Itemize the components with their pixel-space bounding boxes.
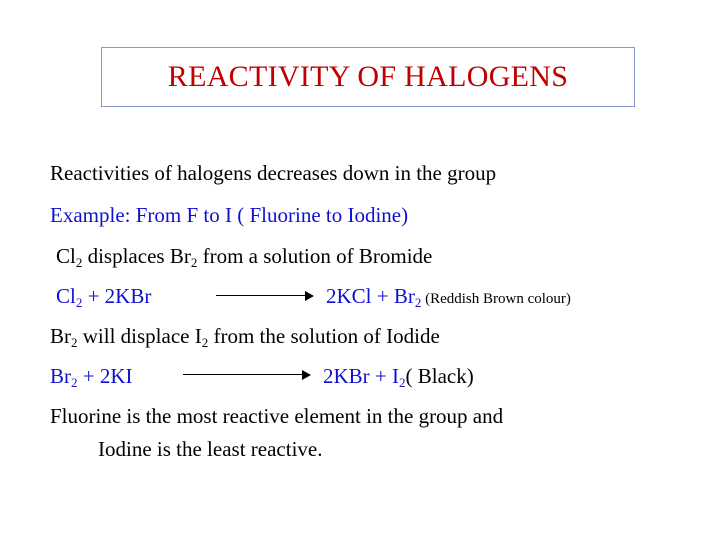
text-segment: Br bbox=[50, 364, 71, 388]
text-segment: Cl bbox=[56, 284, 76, 308]
line-conclusion-cont: Iodine is the least reactive. bbox=[98, 437, 323, 461]
subscript: 2 bbox=[71, 375, 78, 390]
line-conclusion: Fluorine is the most reactive element in the group and bbox=[50, 404, 504, 428]
equation-cl2-kbr-reactants bbox=[56, 284, 151, 308]
subscript: 2 bbox=[75, 295, 83, 310]
subscript: 2 bbox=[414, 295, 422, 310]
subscript: 2 bbox=[190, 255, 198, 270]
text-segment: displaces Br bbox=[82, 244, 191, 268]
text-segment: from a solution of Bromide bbox=[197, 244, 433, 268]
arrow-head bbox=[305, 291, 314, 301]
text-segment: will displace I bbox=[77, 324, 202, 348]
line-example: Example: From F to I ( Fluorine to Iodine) bbox=[50, 203, 409, 227]
reaction-arrow bbox=[216, 290, 314, 302]
subscript: 2 bbox=[399, 375, 406, 390]
arrow-shaft bbox=[216, 295, 306, 296]
arrow-shaft bbox=[183, 374, 303, 375]
text-segment: + 2KI bbox=[77, 364, 133, 388]
title-box bbox=[101, 47, 635, 107]
equation-br2-ki-reactants bbox=[50, 364, 133, 388]
line-br2-displaces bbox=[50, 324, 440, 348]
equation-br2-ki-products bbox=[323, 364, 474, 388]
arrow-head bbox=[302, 370, 311, 380]
text-segment: Cl bbox=[56, 244, 76, 268]
subscript: 2 bbox=[75, 255, 83, 270]
text-segment: Br bbox=[50, 324, 71, 348]
text-segment: from the solution of Iodide bbox=[208, 324, 440, 348]
colour-note: ( Black) bbox=[405, 364, 474, 388]
subscript: 2 bbox=[201, 335, 209, 350]
text-segment: 2KCl + Br bbox=[326, 284, 415, 308]
text-segment: + 2KBr bbox=[82, 284, 152, 308]
line-reactivity-trend: Reactivities of halogens decreases down in the group bbox=[50, 161, 497, 185]
equation-cl2-kbr-products bbox=[326, 284, 571, 311]
line-cl2-displaces bbox=[56, 244, 432, 268]
text-segment: 2KBr + I bbox=[323, 364, 400, 388]
slide-title: REACTIVITY OF HALOGENS bbox=[167, 60, 569, 93]
reaction-arrow bbox=[183, 369, 311, 381]
subscript: 2 bbox=[71, 335, 78, 350]
colour-note: (Reddish Brown colour) bbox=[421, 291, 571, 307]
